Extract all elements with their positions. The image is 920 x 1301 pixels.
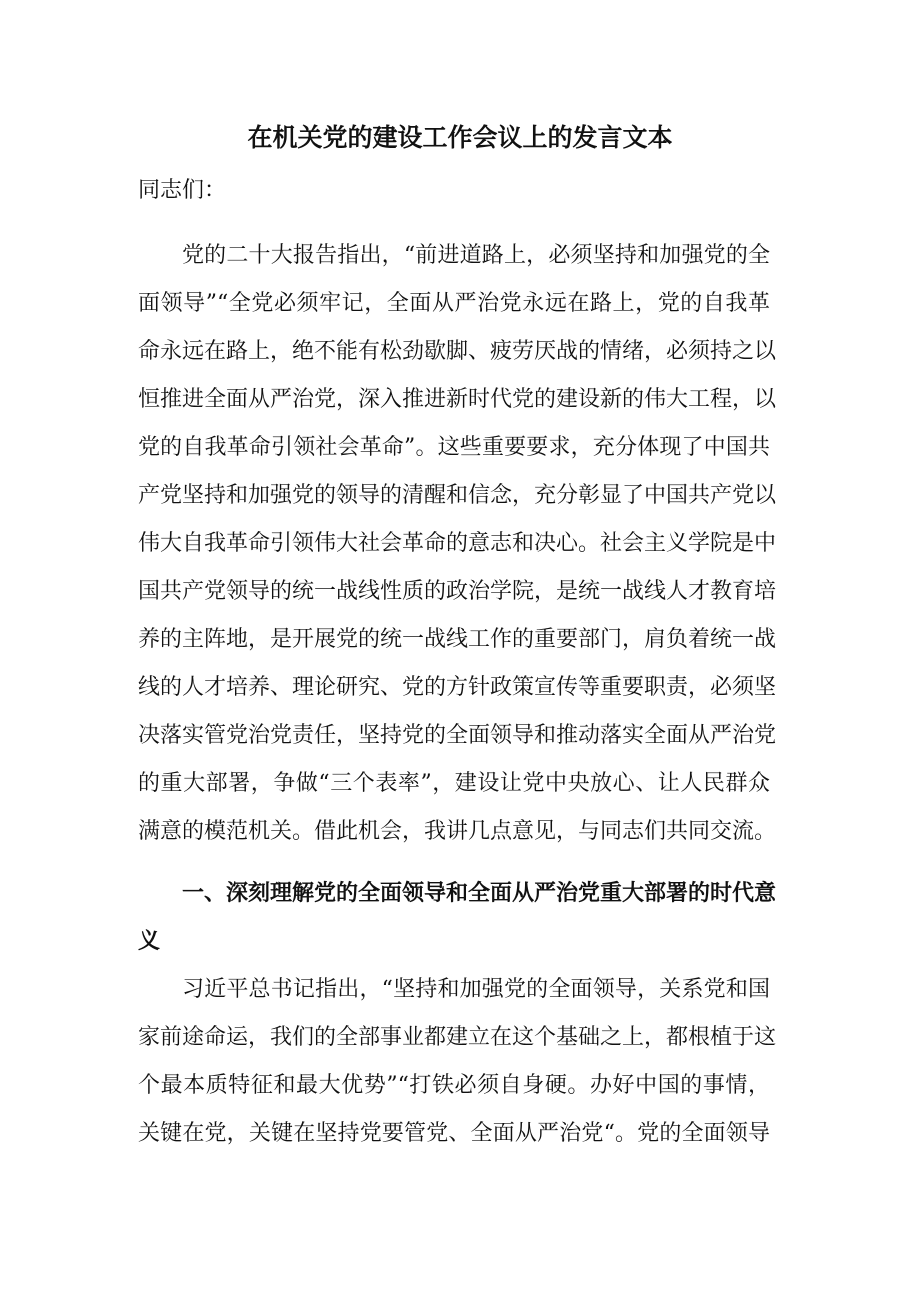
paragraph-line: 党的二十大报告指出，“前进道路上，必须坚持和加强党的全: [182, 243, 770, 268]
paragraph-line: 习近平总书记指出，“坚持和加强党的全面领导，关系党和国: [182, 977, 770, 1002]
paragraph-2: [138, 966, 777, 1158]
paragraph-line: 决落实管党治党责任，坚持党的全面领导和推动落实全面从严治党: [138, 723, 777, 748]
document-title: 在机关党的建设工作会议上的发言文本: [247, 123, 673, 152]
salutation: 同志们：: [138, 178, 227, 203]
paragraph-line: 产党坚持和加强党的领导的清醒和信念，充分彰显了中国共产党以: [138, 483, 777, 508]
paragraph-line: 家前途命运，我们的全部事业都建立在这个基础之上，都根植于这: [138, 1025, 777, 1050]
paragraph-line: 恒推进全面从严治党，深入推进新时代党的建设新的伟大工程，以: [138, 387, 777, 412]
section-heading-1: [138, 870, 777, 966]
heading-line: 一、深刻理解党的全面领导和全面从严治党重大部署的时代意: [182, 881, 777, 906]
paragraph-line: 个最本质特征和最大优势”“打铁必须自身硬。办好中国的事情，: [138, 1073, 770, 1098]
heading-line: 义: [138, 929, 161, 954]
paragraph-line: 线的人才培养、理论研究、党的方针政策宣传等重要职责，必须坚: [138, 675, 777, 700]
paragraph-line: 的重大部署，争做“三个表率”，建设让党中央放心、让人民群众: [138, 771, 770, 796]
paragraph-line: 国共产党领导的统一战线性质的政治学院，是统一战线人才教育培: [138, 579, 777, 604]
paragraph-line: 满意的模范机关。借此机会，我讲几点意见，与同志们共同交流。: [138, 819, 777, 844]
paragraph-line: 面领导”“全党必须牢记，全面从严治党永远在路上，党的自我革: [138, 291, 770, 316]
paragraph-1: [138, 232, 777, 856]
paragraph-line: 党的自我革命引领社会革命”。这些重要要求，充分体现了中国共: [138, 435, 770, 460]
paragraph-line: 关键在党，关键在坚持党要管党、全面从严治党“。党的全面领导: [138, 1121, 770, 1146]
paragraph-line: 命永远在路上，绝不能有松劲歇脚、疲劳厌战的情绪，必须持之以: [138, 339, 777, 364]
paragraph-line: 伟大自我革命引领伟大社会革命的意志和决心。社会主义学院是中: [138, 531, 777, 556]
paragraph-line: 养的主阵地，是开展党的统一战线工作的重要部门，肩负着统一战: [138, 627, 777, 652]
